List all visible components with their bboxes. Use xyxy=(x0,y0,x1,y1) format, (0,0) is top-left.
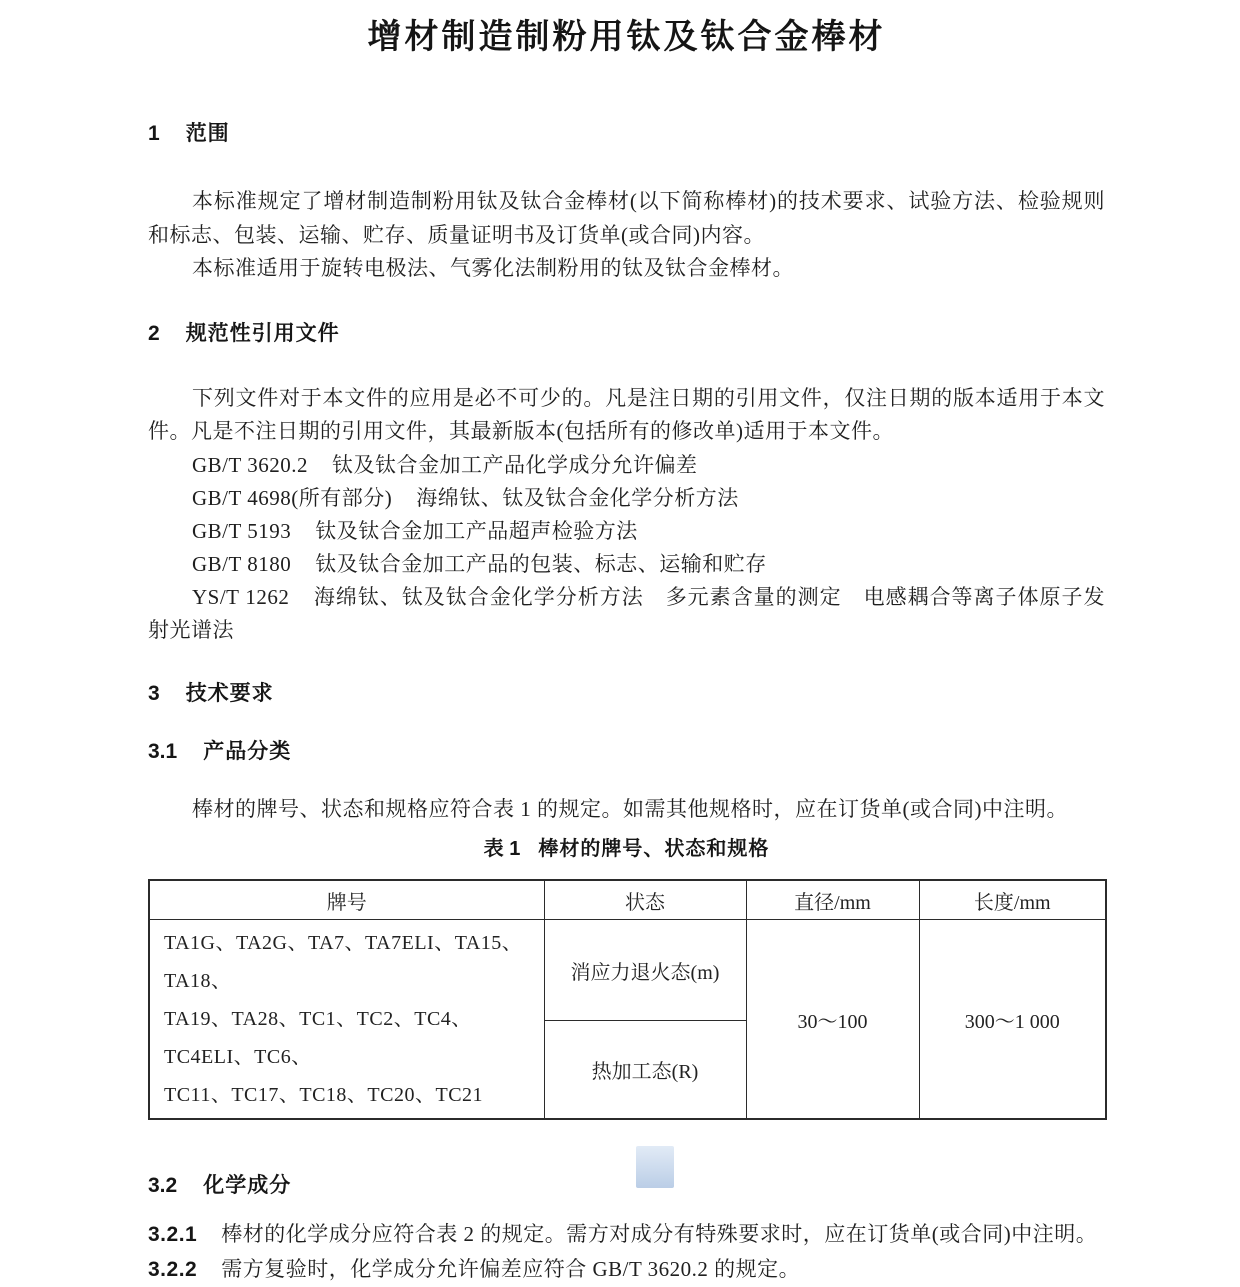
reference-item xyxy=(148,449,1105,482)
scope-paragraph-2: 本标准适用于旋转电极法、气雾化法制粉用的钛及钛合金棒材。 xyxy=(192,256,794,280)
section-1-title: 范围 xyxy=(185,122,230,145)
table-1-caption-text: 棒材的牌号、状态和规格 xyxy=(538,838,770,860)
reference-code: GB/T 3620.2 xyxy=(192,452,308,477)
section-3-1-title: 产品分类 xyxy=(203,739,292,763)
section-1-heading xyxy=(148,120,1105,148)
table-1-cell-state-annealed: 消应力退火态(m) xyxy=(544,920,746,1021)
table-1-cell-grades xyxy=(149,920,544,1120)
section-3-2-title: 化学成分 xyxy=(203,1174,292,1197)
grade-line: TA1G、TA2G、TA7、TA7ELI、TA15、TA18、 xyxy=(164,932,523,992)
page-title: 增材制造制粉用钛及钛合金棒材 xyxy=(367,18,886,56)
table-1-header-diameter: 直径/mm xyxy=(746,880,919,920)
table-1-caption-label: 表 1 xyxy=(483,838,521,860)
section-3-number: 3 xyxy=(148,681,160,705)
table-1-header-length: 长度/mm xyxy=(919,880,1106,920)
reference-item xyxy=(148,482,1105,515)
reference-code: GB/T 4698(所有部分) xyxy=(192,485,393,510)
reference-title: 海绵钛、钛及钛合金化学分析方法 多元素含量的测定 电感耦合等离子体原子发射光谱法 xyxy=(148,584,1105,642)
reference-title: 钛及钛合金加工产品超声检验方法 xyxy=(315,518,638,543)
scope-paragraph-1: 本标准规定了增材制造制粉用钛及钛合金棒材(以下简称棒材)的技术要求、试验方法、检验规则和标志、包装、运输、贮存、质量证明书及订货单(或合同)内容。 xyxy=(148,189,1105,247)
clause-3-2-1 xyxy=(148,1217,1105,1252)
clause-3-2-2 xyxy=(148,1252,1105,1287)
section-3-1-heading xyxy=(148,738,1105,766)
reference-item xyxy=(148,548,1105,581)
reference-item xyxy=(148,515,1105,548)
table-1-body-row xyxy=(149,920,1106,1021)
reference-code: GB/T 8180 xyxy=(192,551,292,576)
grade-line: TC11、TC17、TC18、TC20、TC21 xyxy=(164,1084,484,1106)
grade-line: TA19、TA28、TC1、TC2、TC4、TC4ELI、TC6、 xyxy=(164,1008,472,1068)
reference-title: 钛及钛合金加工产品化学成分允许偏差 xyxy=(331,452,698,477)
clause-3-2-2-number: 3.2.2 xyxy=(148,1258,198,1281)
clause-3-2-1-number: 3.2.1 xyxy=(148,1223,198,1246)
section-2-number: 2 xyxy=(148,321,160,345)
product-classification-paragraph: 棒材的牌号、状态和规格应符合表 1 的规定。如需其他规格时，应在订货单(或合同)中注明。 xyxy=(192,796,1068,821)
reference-title: 钛及钛合金加工产品的包装、标志、运输和贮存 xyxy=(315,551,767,576)
section-2-title: 规范性引用文件 xyxy=(185,321,340,345)
clause-3-2-1-text: 棒材的化学成分应符合表 2 的规定。需方对成分有特殊要求时，应在订货单(或合同)中注明。 xyxy=(221,1222,1098,1246)
section-3-2-number: 3.2 xyxy=(148,1174,178,1197)
section-3-1-number: 3.1 xyxy=(148,739,178,763)
table-1-header-state: 状态 xyxy=(544,880,746,920)
table-1-header-grade: 牌号 xyxy=(149,880,544,920)
table-1 xyxy=(148,879,1107,1120)
section-1-number: 1 xyxy=(148,122,160,145)
reference-code: YS/T 1262 xyxy=(192,584,290,609)
section-3-2-heading xyxy=(148,1172,1105,1200)
table-1-caption xyxy=(148,835,1105,863)
table-1-cell-state-hotworked: 热加工态(R) xyxy=(544,1021,746,1119)
reference-title: 海绵钛、钛及钛合金化学分析方法 xyxy=(416,485,739,510)
references-intro-paragraph: 下列文件对于本文件的应用是必不可少的。凡是注日期的引用文件，仅注日期的版本适用于本文件。凡是不注日期的引用文件，其最新版本(包括所有的修改单)适用于本文件。 xyxy=(148,385,1105,443)
table-1-cell-length: 300～1 000 xyxy=(919,920,1106,1120)
reference-item xyxy=(148,581,1105,647)
table-1-cell-diameter: 30～100 xyxy=(746,920,919,1120)
document-content xyxy=(148,0,1105,1287)
section-3-title: 技术要求 xyxy=(185,681,274,705)
table-1-header-row xyxy=(149,880,1106,920)
reference-code: GB/T 5193 xyxy=(192,518,292,543)
section-3-heading xyxy=(148,680,1105,708)
section-2-heading xyxy=(148,320,1105,348)
clause-3-2-2-text: 需方复验时，化学成分允许偏差应符合 GB/T 3620.2 的规定。 xyxy=(221,1257,801,1281)
